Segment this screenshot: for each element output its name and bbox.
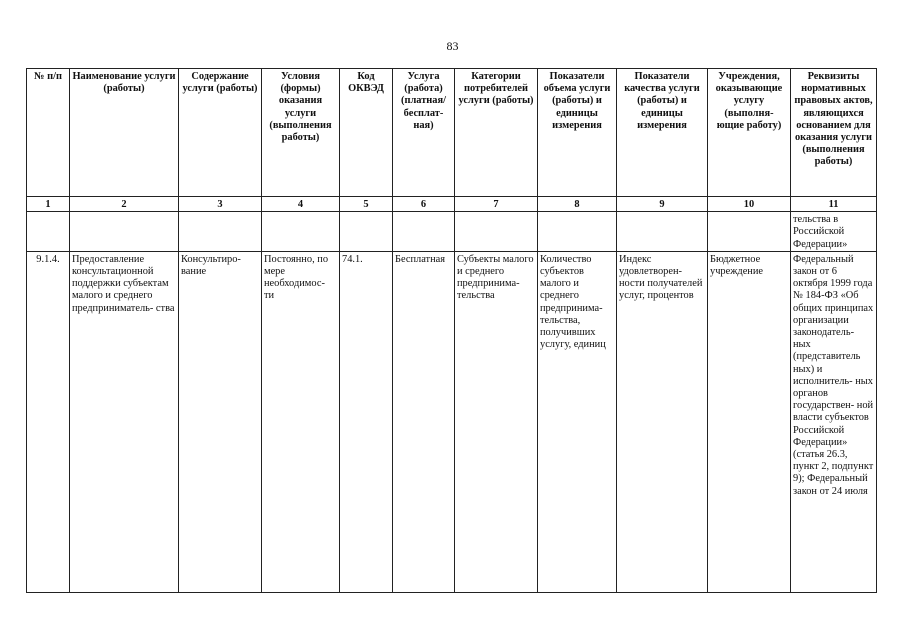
service-name: Предоставление консультационной поддержки субъектам малого и среднего предприниматель- ства: [70, 251, 179, 592]
column-number: 9: [617, 197, 708, 212]
table-cell: [340, 212, 393, 252]
table-cell: [455, 212, 538, 252]
column-number: 10: [708, 197, 791, 212]
header-cell-paid-free: Услуга (работа) (платная/ бесплат- ная): [393, 69, 455, 197]
volume-indicators: Количество субъектов малого и среднего предпринима- тельства, получивших услугу, единиц: [538, 251, 617, 592]
column-number: 2: [70, 197, 179, 212]
consumer-categories: Субъекты малого и среднего предпринима- тельства: [455, 251, 538, 592]
service-content: Консультиро- вание: [179, 251, 262, 592]
header-cell-conditions: Условия (формы) оказания услуги (выполнения работы): [262, 69, 340, 197]
quality-indicators: Индекс удовлетворен- ности получателей услуг, процентов: [617, 251, 708, 592]
column-number: 1: [27, 197, 70, 212]
table-cell: [262, 212, 340, 252]
continuation-row: [27, 212, 877, 252]
table-cell: [179, 212, 262, 252]
column-number-row: [27, 197, 877, 212]
service-conditions: Постоянно, по мере необходимос- ти: [262, 251, 340, 592]
institution-type: Бюджетное учреждение: [708, 251, 791, 592]
header-cell-number: № п/п: [27, 69, 70, 197]
header-cell-consumer-categories: Категории потребителей услуги (работы): [455, 69, 538, 197]
header-cell-quality-indicators: Показатели качества услуги (работы) и единицы измерения: [617, 69, 708, 197]
table-cell: [70, 212, 179, 252]
column-number: 6: [393, 197, 455, 212]
header-cell-content: Содержание услуги (работы): [179, 69, 262, 197]
column-number: 4: [262, 197, 340, 212]
table-cell: [27, 212, 70, 252]
legal-acts-continuation: тельства в Российской Федерации»: [791, 212, 877, 252]
header-row: [27, 69, 877, 197]
header-cell-service-name: Наименование услуги (работы): [70, 69, 179, 197]
column-number: 7: [455, 197, 538, 212]
services-table: [26, 68, 877, 593]
header-cell-legal-acts: Реквизиты нормативных правовых актов, являющихся основанием для оказания услуги (выполнения работы): [791, 69, 877, 197]
column-number: 8: [538, 197, 617, 212]
paid-free: Бесплатная: [393, 251, 455, 592]
table-cell: [538, 212, 617, 252]
header-cell-volume-indicators: Показатели объема услуги (работы) и единицы измерения: [538, 69, 617, 197]
header-cell-okved-code: Код ОКВЭД: [340, 69, 393, 197]
column-number: 5: [340, 197, 393, 212]
column-number: 3: [179, 197, 262, 212]
table-cell: [617, 212, 708, 252]
header-cell-institutions: Учреждения, оказывающие услугу (выполня- ющие работу): [708, 69, 791, 197]
row-number: 9.1.4.: [27, 251, 70, 592]
table-cell: [393, 212, 455, 252]
table-cell: [708, 212, 791, 252]
okved-code: 74.1.: [340, 251, 393, 592]
table-row: [27, 251, 877, 592]
column-number: 11: [791, 197, 877, 212]
legal-acts: Федеральный закон от 6 октября 1999 года № 184-ФЗ «Об общих принципах организации законодатель- ных (представитель ных) и исполнитель- ных органов государствен- ной власти субъектов Российской Федерации» (статья 26.3, пункт 2, подпункт 9); Федеральный закон от 24 июля: [791, 251, 877, 592]
page-number: 83: [446, 39, 459, 53]
